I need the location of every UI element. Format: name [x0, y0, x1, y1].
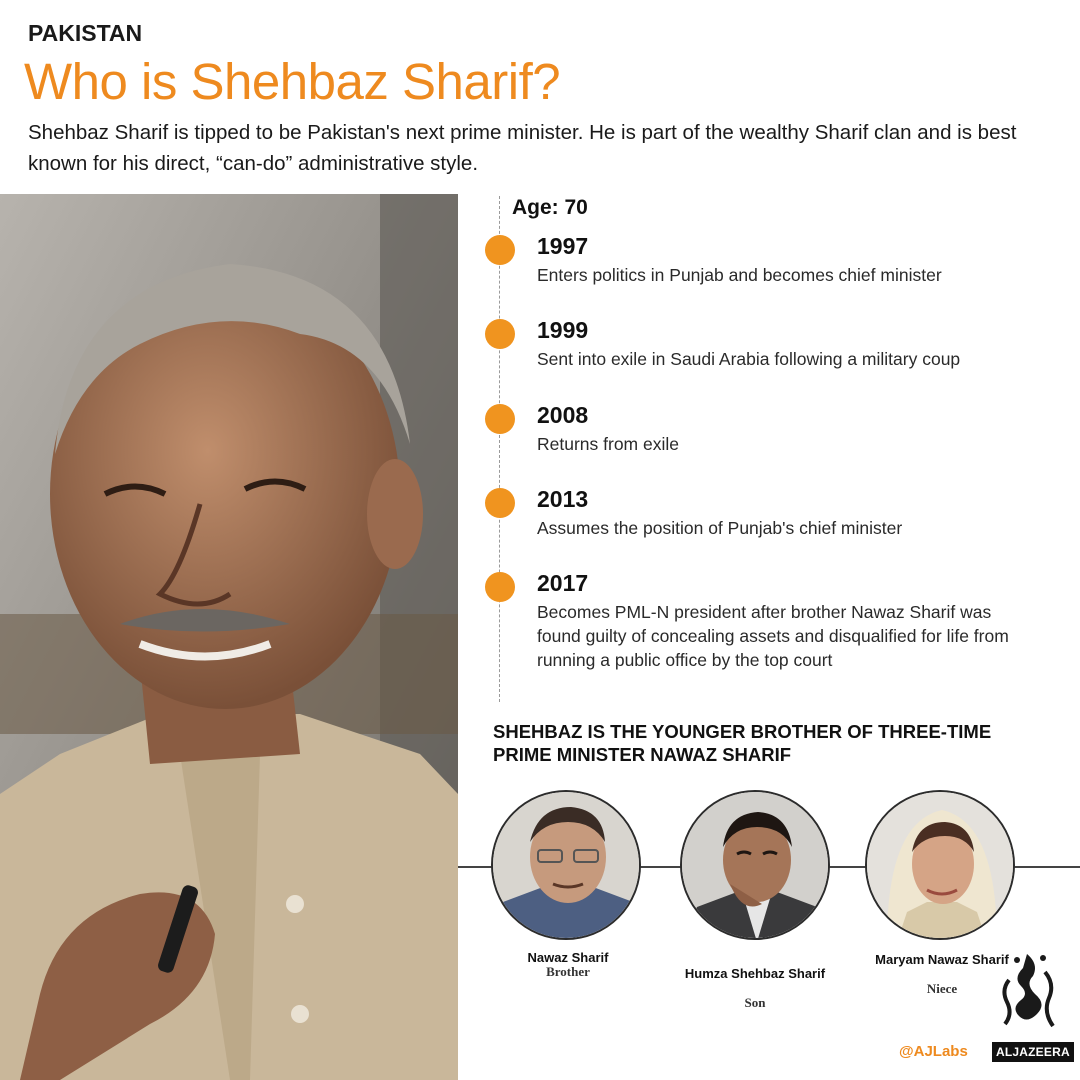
member-relation: Niece: [926, 981, 958, 996]
member-name: Humza Shehbaz Sharif: [684, 966, 826, 981]
event-description: Returns from exile: [537, 434, 679, 454]
timeline-dot: [485, 404, 515, 434]
section-kicker: PAKISTAN: [28, 20, 143, 46]
event-description: Enters politics in Punjab and becomes chief minister: [537, 265, 942, 285]
member-name: Nawaz Sharif: [527, 950, 609, 965]
age-label: Age: 70: [512, 196, 588, 219]
humza-shehbaz-sharif-photo: [680, 790, 830, 940]
aljazeera-logo-text: ALJAZEERA: [992, 1042, 1074, 1062]
timeline-dot: [485, 572, 515, 602]
timeline-dot: [485, 319, 515, 349]
member-relation: Son: [744, 995, 766, 1010]
event-description: Sent into exile in Saudi Arabia following a military coup: [537, 349, 961, 369]
event-year: 1999: [537, 317, 589, 343]
event-description: Assumes the position of Punjab's chief minister: [537, 518, 903, 538]
timeline-line: [499, 196, 500, 702]
timeline-dot: [485, 488, 515, 518]
member-relation: Brother: [546, 964, 590, 979]
event-year: 1997: [537, 233, 589, 259]
aljazeera-calligraphy-icon: [997, 950, 1061, 1032]
page-title: Who is Shehbaz Sharif?: [24, 53, 561, 110]
timeline-dot: [485, 235, 515, 265]
family-heading: SHEHBAZ IS THE YOUNGER BROTHER OF THREE-TIME PRIME MINISTER NAWAZ SHARIF: [493, 721, 992, 765]
nawaz-sharif-photo: [491, 790, 641, 940]
maryam-nawaz-sharif-photo: [865, 790, 1015, 940]
member-name: Maryam Nawaz Sharif: [875, 952, 1009, 967]
event-year: 2013: [537, 486, 589, 512]
event-description: Becomes PML-N president after brother Nawaz Sharif was found guilty of concealing assets and disqualified for life from running a public office by the top court: [537, 602, 1009, 670]
shehbaz-sharif-portrait: [0, 194, 458, 1080]
ajlabs-credit: @AJLabs: [899, 1043, 968, 1060]
event-year: 2017: [537, 570, 589, 596]
event-year: 2008: [537, 402, 589, 428]
page-subtitle: Shehbaz Sharif is tipped to be Pakistan's next prime minister. He is part of the wealthy Sharif clan and is best known for his direct, “can-do” administrative style.: [28, 121, 1017, 175]
